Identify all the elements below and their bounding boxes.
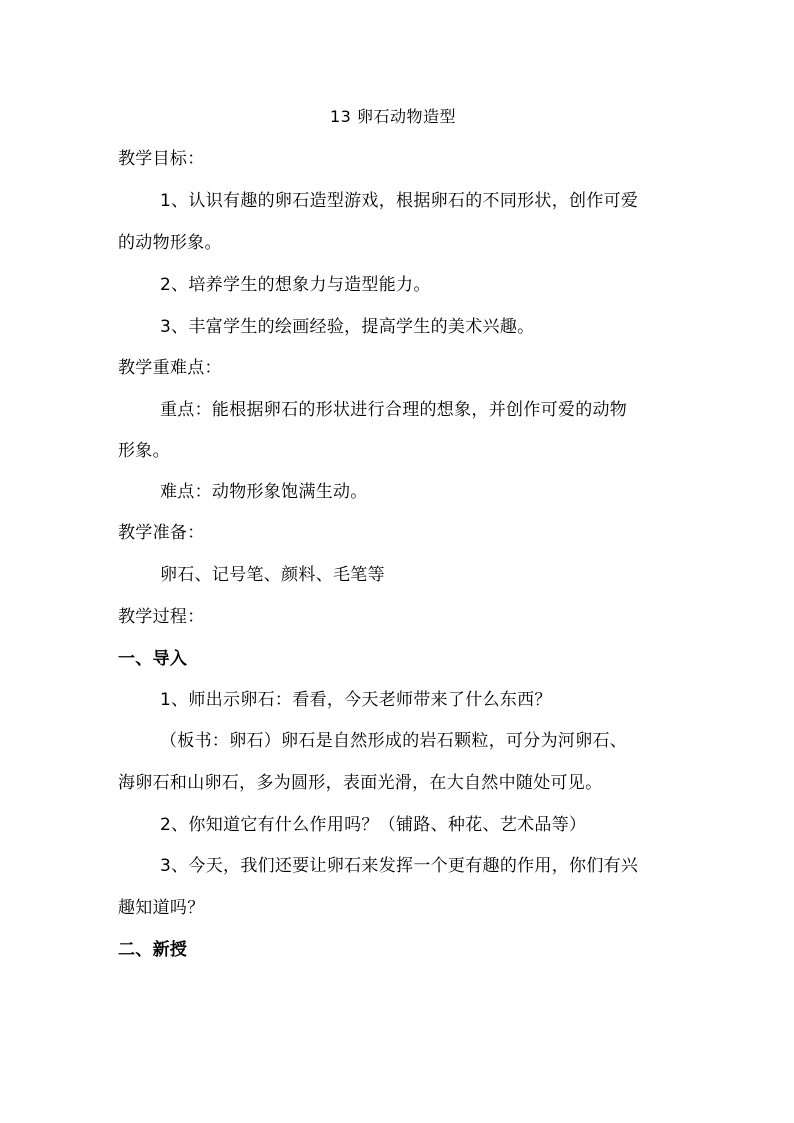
intro-line: （板书：卵石）卵石是自然形成的岩石颗粒，可分为河卵石、: [160, 731, 628, 751]
document-title: 13 卵石动物造型: [330, 107, 456, 126]
objective-line: 2、培养学生的想象力与造型能力。: [160, 275, 431, 295]
preparation-text: 卵石、记号笔、颜料、毛笔等: [160, 565, 385, 585]
intro-line: 1、师出示卵石：看看，今天老师带来了什么东西？: [160, 690, 552, 710]
intro-line: 趣知道吗？: [118, 898, 205, 918]
objective-line: 3、丰富学生的绘画经验，提高学生的美术兴趣。: [160, 317, 535, 337]
objectives-heading: 教学目标：: [118, 149, 205, 169]
keypoint-line: 难点：动物形象饱满生动。: [160, 482, 368, 502]
intro-line: 2、你知道它有什么作用吗？（铺路、种花、艺术品等）: [160, 815, 587, 835]
intro-line: 3、今天，我们还要让卵石来发挥一个更有趣的作用，你们有兴: [160, 856, 639, 876]
intro-line: 海卵石和山卵石，多为圆形，表面光滑，在大自然中随处可见。: [118, 773, 603, 793]
objective-line: 1、认识有趣的卵石造型游戏，根据卵石的不同形状，创作可爱: [160, 191, 639, 211]
preparation-heading: 教学准备：: [118, 523, 205, 543]
section-heading-new: 二、新授: [118, 940, 188, 960]
keypoint-line: 重点：能根据卵石的形状进行合理的想象，并创作可爱的动物: [160, 400, 628, 420]
objective-line: 的动物形象。: [118, 233, 222, 253]
keypoints-heading: 教学重难点：: [118, 358, 222, 378]
section-heading-intro: 一、导入: [118, 649, 188, 669]
keypoint-line: 形象。: [118, 441, 170, 461]
process-heading: 教学过程：: [118, 607, 205, 627]
